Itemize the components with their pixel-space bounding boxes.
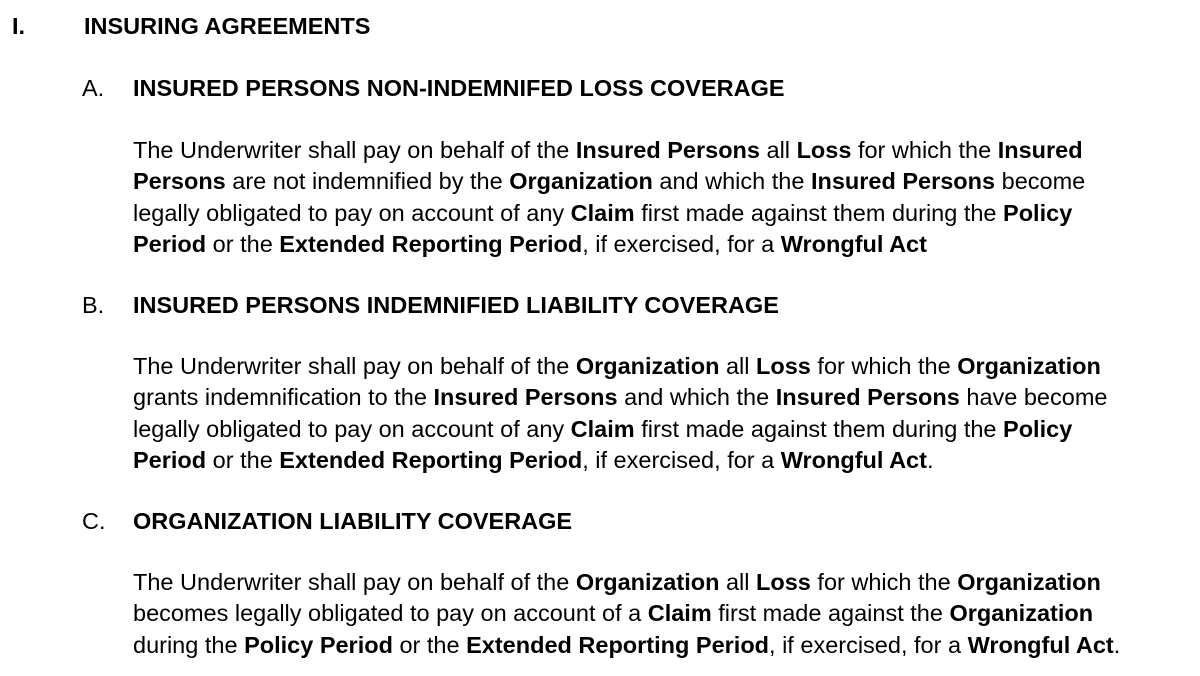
paragraph-text: The Underwriter shall pay on behalf of the	[133, 137, 576, 163]
defined-term: Claim	[570, 199, 635, 226]
paragraph-text: first made against the	[711, 600, 950, 627]
defined-term: Insured Persons	[433, 384, 618, 411]
paragraph-line	[133, 382, 1195, 413]
subsection-b-paragraph	[133, 351, 1195, 476]
subsection-letter: C.	[82, 508, 106, 534]
paragraph-text: for which the	[810, 353, 958, 379]
defined-term: Extended Reporting Period	[279, 230, 583, 257]
subsection-title: ORGANIZATION LIABILITY COVERAGE	[133, 508, 573, 534]
defined-term: Policy Period	[244, 631, 393, 658]
paragraph-text: grants indemnification to the	[133, 384, 434, 411]
defined-term: Period	[133, 446, 207, 473]
paragraph-line	[133, 229, 1195, 260]
defined-term: Organization	[509, 168, 653, 195]
paragraph-text: or the	[206, 446, 280, 473]
subsection-letter: A.	[82, 75, 105, 101]
paragraph-line	[133, 598, 1195, 629]
defined-term: Organization	[575, 353, 720, 379]
paragraph-line	[133, 630, 1195, 661]
paragraph-text: The Underwriter shall pay on behalf of the	[133, 353, 576, 379]
section-heading	[0, 11, 1200, 41]
defined-term: Insured Persons	[575, 137, 760, 163]
paragraph-text: for which the	[851, 137, 998, 163]
subsection-c-paragraph	[133, 567, 1195, 661]
defined-term: Insured Persons	[775, 384, 960, 411]
defined-term: Loss	[796, 137, 852, 163]
defined-term: Organization	[949, 600, 1094, 627]
paragraph-line	[133, 445, 1195, 476]
subsection-letter: B.	[82, 292, 105, 318]
paragraph-text: , if exercised, for a	[769, 631, 968, 658]
paragraph-text: have become	[959, 384, 1108, 411]
paragraph-text: and which the	[652, 168, 811, 195]
paragraph-text: first made against them during the	[634, 199, 1004, 226]
defined-term: Policy	[1003, 199, 1073, 226]
paragraph-text: The Underwriter shall pay on behalf of the	[133, 569, 576, 595]
defined-term: Policy	[1003, 415, 1073, 442]
subsection-title: INSURED PERSONS NON-INDEMNIFED LOSS COVERAGE	[133, 75, 785, 101]
paragraph-line	[133, 166, 1195, 197]
defined-term: Wrongful Act	[967, 631, 1114, 658]
defined-term: Persons	[133, 168, 226, 195]
paragraph-line	[133, 198, 1195, 229]
subsection-title: INSURED PERSONS INDEMNIFIED LIABILITY COVERAGE	[133, 292, 779, 318]
paragraph-text: all	[719, 569, 757, 595]
defined-term: Organization	[575, 569, 720, 595]
defined-term: Claim	[647, 600, 712, 627]
paragraph-text: , if exercised, for a	[582, 230, 781, 257]
defined-term: Extended Reporting Period	[466, 631, 770, 658]
defined-term: Wrongful Act	[780, 230, 927, 257]
subsection-a-paragraph	[133, 135, 1195, 260]
paragraph-text: , if exercised, for a	[582, 446, 781, 473]
paragraph-text: become	[995, 168, 1086, 195]
defined-term: Claim	[570, 415, 635, 442]
defined-term: Insured Persons	[810, 168, 996, 195]
section-number: I.	[12, 13, 26, 39]
paragraph-text: during the	[133, 631, 245, 658]
paragraph-text: or the	[392, 631, 467, 658]
paragraph-line	[133, 351, 1195, 382]
paragraph-text: .	[1113, 631, 1121, 658]
paragraph-text: all	[719, 353, 757, 379]
paragraph-text: are not indemnified by the	[225, 168, 510, 195]
paragraph-text: legally obligated to pay on account of any	[133, 199, 571, 226]
paragraph-text: .	[926, 446, 934, 473]
defined-term: Wrongful Act	[780, 446, 927, 473]
paragraph-text: becomes legally obligated to pay on account of a	[133, 600, 648, 627]
paragraph-line	[133, 135, 1195, 166]
paragraph-text: first made against them during the	[634, 415, 1004, 442]
paragraph-text: all	[759, 137, 797, 163]
paragraph-text: legally obligated to pay on account of any	[133, 415, 571, 442]
paragraph-line	[133, 414, 1195, 445]
defined-term: Insured	[997, 137, 1083, 163]
defined-term: Organization	[957, 569, 1101, 595]
defined-term: Loss	[756, 353, 811, 379]
subsection-c-heading	[0, 506, 1200, 536]
defined-term: Organization	[957, 353, 1101, 379]
subsection-b-heading	[0, 290, 1200, 320]
paragraph-text: or the	[206, 230, 280, 257]
paragraph-text: for which the	[810, 569, 958, 595]
subsection-a-heading	[0, 73, 1200, 103]
defined-term: Extended Reporting Period	[279, 446, 583, 473]
paragraph-text: and which the	[617, 384, 776, 411]
section-title: INSURING AGREEMENTS	[84, 13, 371, 39]
defined-term: Loss	[756, 569, 811, 595]
defined-term: Period	[133, 230, 207, 257]
paragraph-line	[133, 567, 1195, 598]
